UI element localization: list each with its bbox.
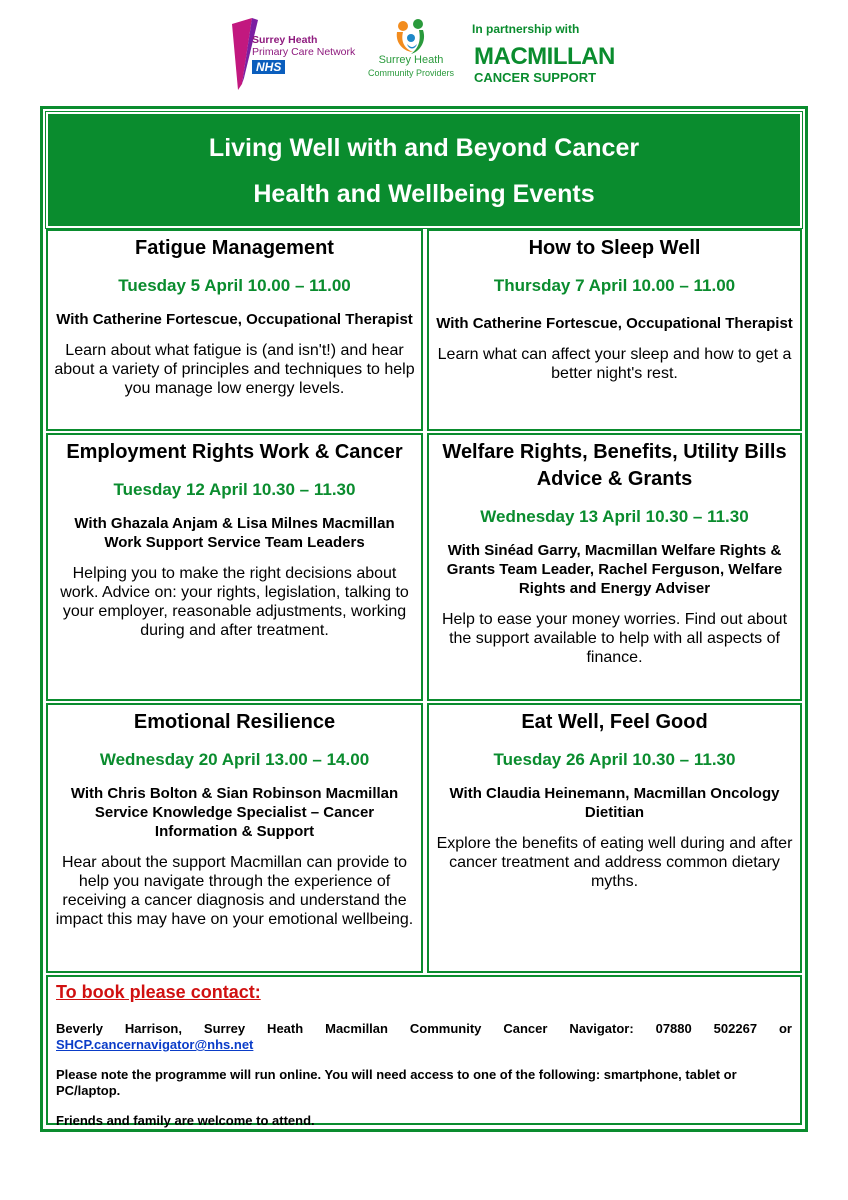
online-note: Please note the programme will run online. You will need access to one of the following: smartphone, tablet or PC/laptop. (56, 1067, 737, 1098)
logo-bar (0, 14, 848, 94)
pcn-name-line1: Surrey Heath (252, 34, 318, 46)
shcp-name-line2: Community Providers (367, 68, 455, 78)
event-description: Hear about the support Macmillan can provide to help you navigate through the experience of receiving a cancer diagnosis and understand the impact this may have on your emotional wellbeing. (55, 854, 414, 928)
community-figures-icon (391, 18, 431, 58)
event-card-fatigue (46, 229, 423, 431)
surrey-heath-community-providers-logo (365, 18, 457, 94)
friends-note: Friends and family are welcome to attend. (56, 1113, 315, 1128)
macmillan-subtitle: CANCER SUPPORT (474, 70, 597, 85)
event-presenter: With Ghazala Anjam & Lisa Milnes Macmillan Work Support Service Team Leaders (74, 515, 395, 551)
event-presenter: With Sinéad Garry, Macmillan Welfare Rights & Grants Team Leader, Rachel Ferguson, Welfare Rights and Energy Adviser (446, 542, 783, 597)
contact-email-link[interactable]: SHCP.cancernavigator@nhs.net (56, 1037, 254, 1052)
shcp-name-line1: Surrey Heath (378, 54, 444, 66)
booking-heading: To book please contact: (56, 982, 261, 1002)
event-card-eat-well (427, 703, 802, 973)
page-title: Living Well with and Beyond Cancer (208, 134, 640, 162)
event-title: Employment Rights Work & Cancer (66, 441, 403, 463)
event-presenter: With Catherine Fortescue, Occupational Therapist (436, 315, 793, 332)
title-banner (46, 112, 802, 228)
event-card-sleep (427, 229, 802, 431)
surrey-heath-pcn-logo (230, 18, 356, 90)
event-title: How to Sleep Well (528, 237, 701, 259)
contact-details: Beverly Harrison, Surrey Heath Macmillan Community Cancer Navigator: 07880 502267 or (56, 1021, 792, 1036)
macmillan-logo (472, 22, 632, 94)
event-title: Fatigue Management (135, 237, 334, 259)
event-date: Wednesday 13 April 10.30 – 11.30 (480, 507, 749, 526)
event-presenter: With Claudia Heinemann, Macmillan Oncology Dietitian (449, 785, 780, 821)
shcp-name (365, 54, 457, 80)
pcn-name-line2: Primary Care Network (252, 46, 356, 58)
event-card-emotional-resilience (46, 703, 423, 973)
nhs-logo: NHS (252, 60, 285, 74)
event-presenter: With Catherine Fortescue, Occupational Therapist (56, 311, 413, 328)
event-date: Thursday 7 April 10.00 – 11.00 (493, 276, 736, 295)
event-description: Learn about what fatigue is (and isn't!) and hear about a variety of principles and techniques to help you manage low energy levels. (54, 342, 415, 397)
event-card-welfare (427, 433, 802, 701)
event-description: Learn what can affect your sleep and how to get a better night's rest. (437, 346, 792, 382)
event-date: Wednesday 20 April 13.00 – 14.00 (99, 750, 370, 769)
pcn-name (252, 34, 355, 58)
page-subtitle: Health and Wellbeing Events (253, 180, 595, 208)
event-title: Welfare Rights, Benefits, Utility Bills Advice & Grants (442, 441, 787, 490)
event-card-employment (46, 433, 423, 701)
event-presenter: With Chris Bolton & Sian Robinson Macmillan Service Knowledge Specialist – Cancer Information & Support (70, 785, 399, 840)
event-title: Emotional Resilience (133, 711, 336, 733)
events-frame (40, 106, 808, 1132)
event-date: Tuesday 5 April 10.00 – 11.00 (118, 276, 351, 295)
booking-contact (56, 1021, 792, 1053)
event-description: Helping you to make the right decisions about work. Advice on: your rights, legislation, talking to your employer, reasonable adjustments, working during and after treatment. (60, 565, 409, 639)
event-title: Eat Well, Feel Good (521, 711, 708, 733)
event-date: Tuesday 12 April 10.30 – 11.30 (113, 480, 356, 499)
booking-section (46, 975, 802, 1128)
event-date: Tuesday 26 April 10.30 – 11.30 (493, 750, 736, 769)
event-description: Help to ease your money worries. Find out about the support available to help with all aspects of finance. (441, 611, 788, 666)
macmillan-wordmark: MACMILLAN (474, 43, 615, 70)
event-description: Explore the benefits of eating well during and after cancer treatment and address common dietary myths. (436, 835, 793, 890)
partnership-text: In partnership with (472, 22, 580, 36)
